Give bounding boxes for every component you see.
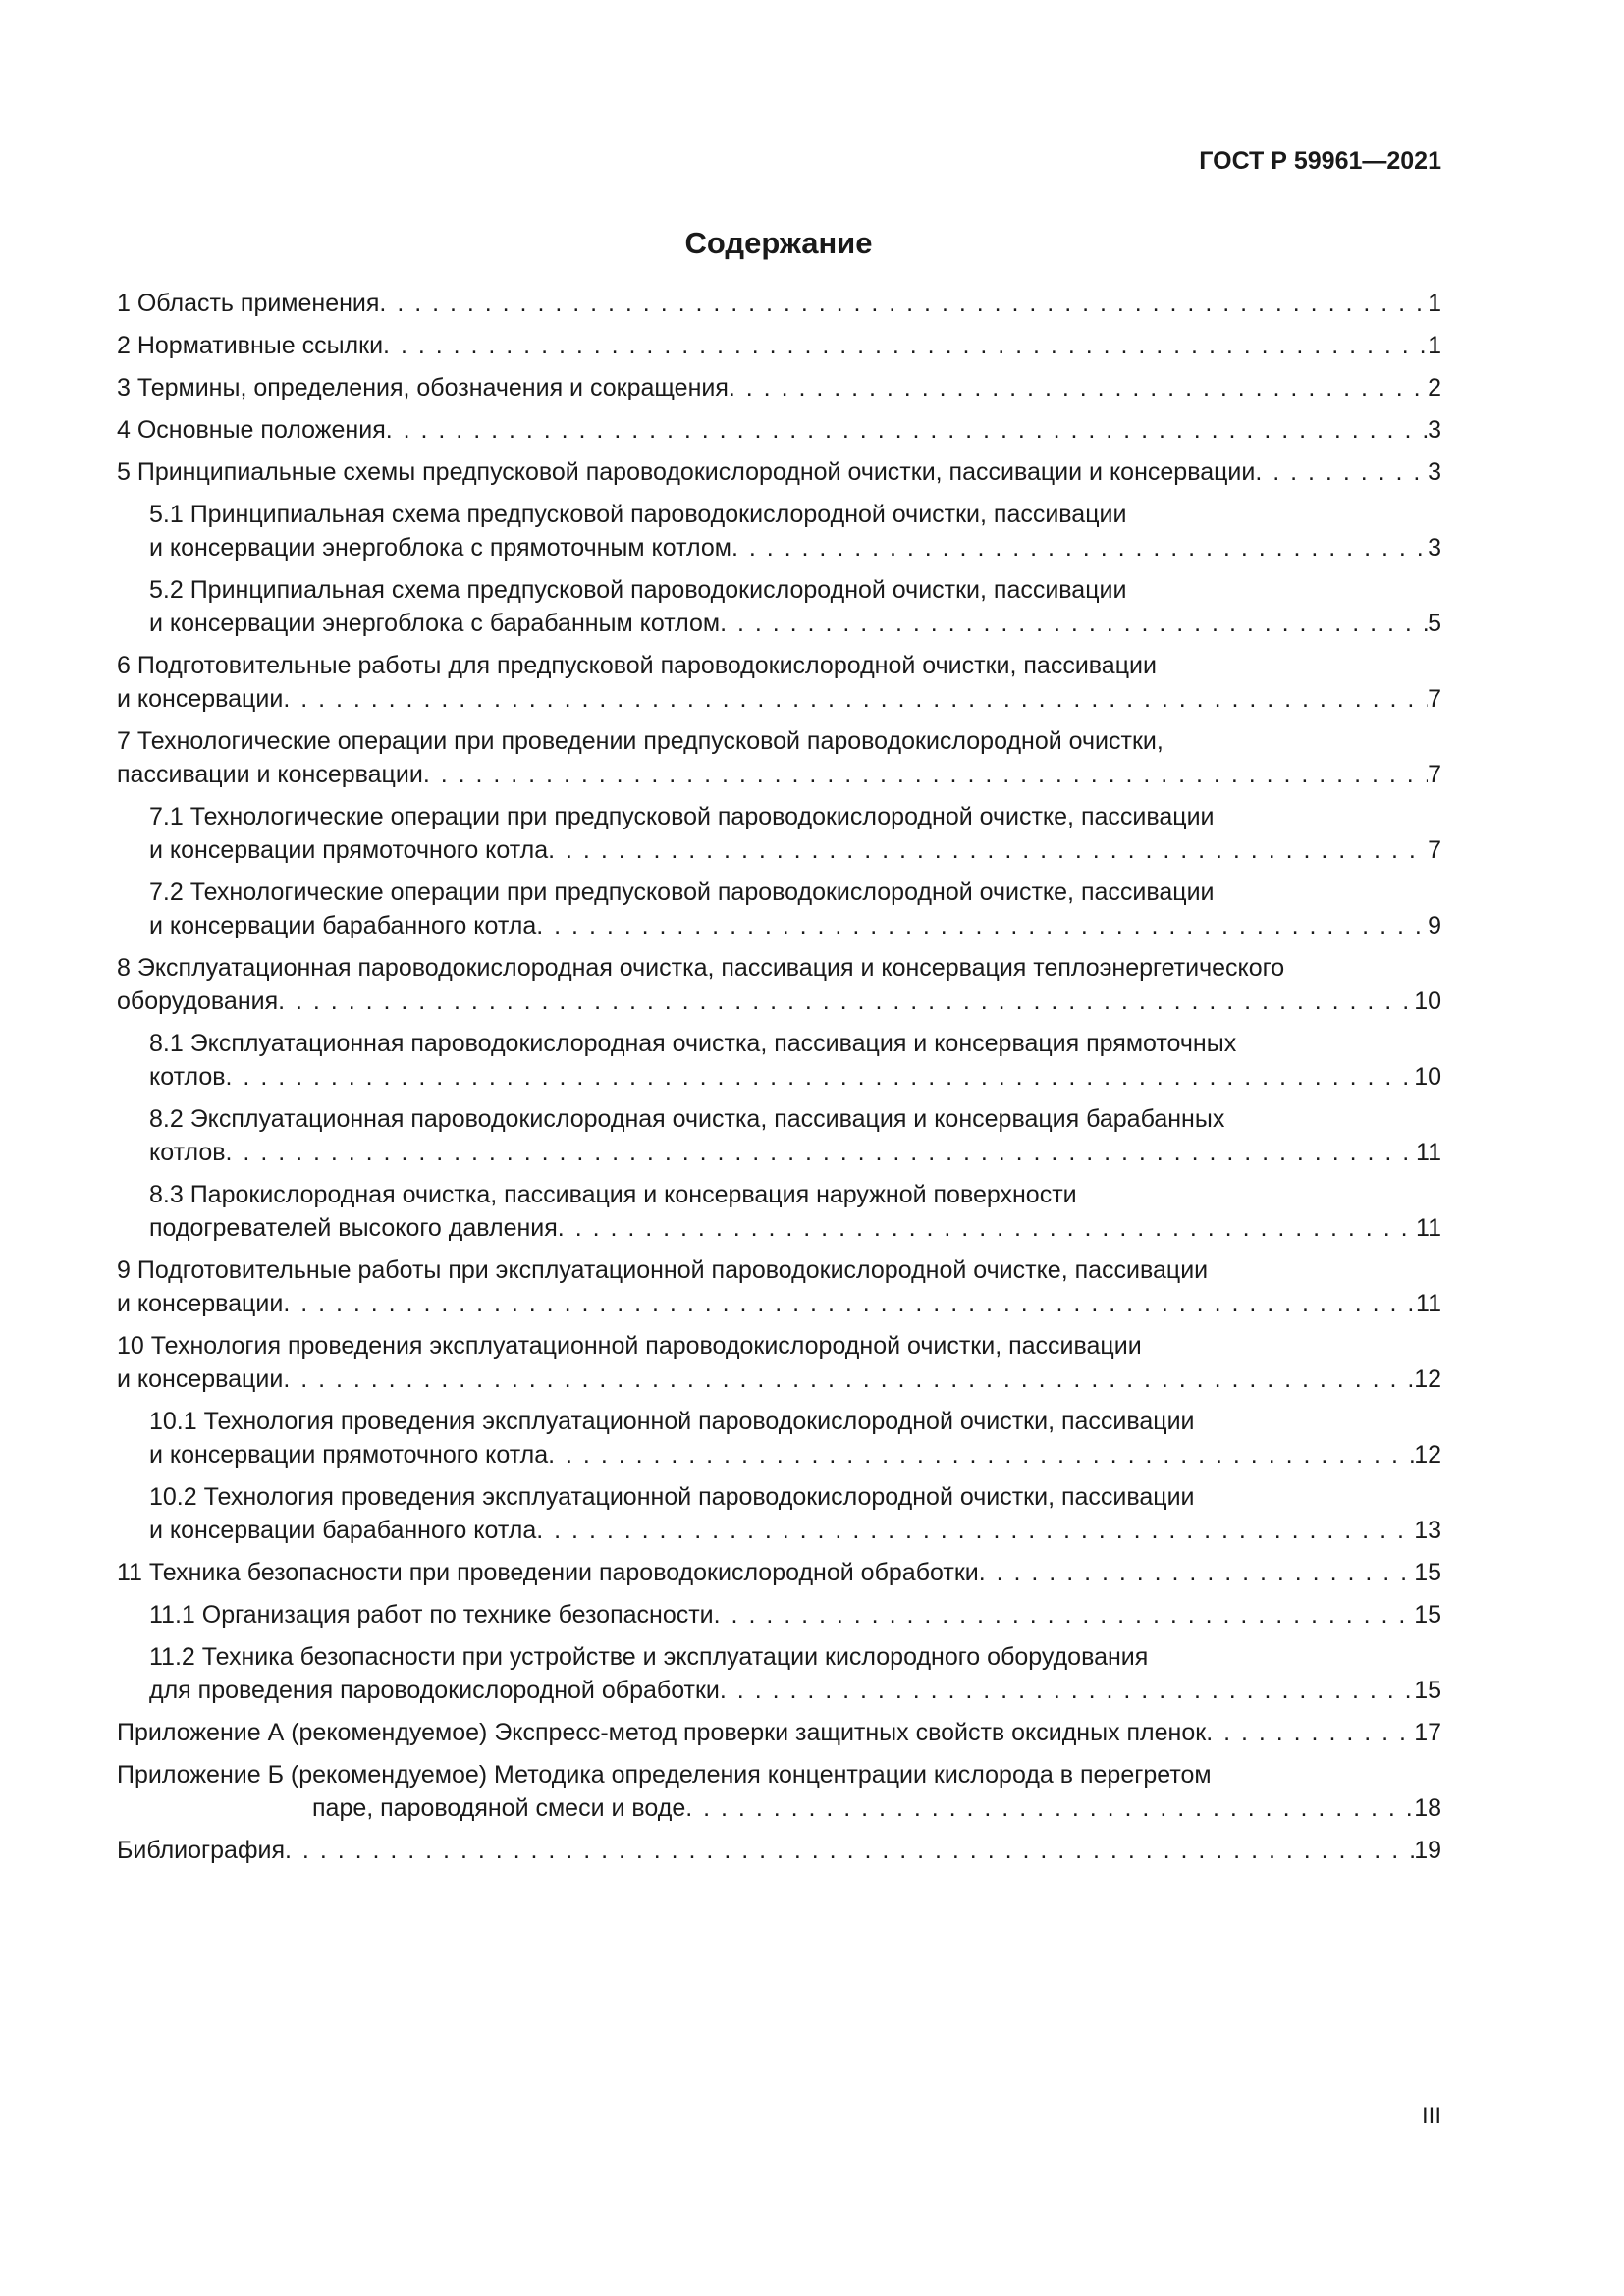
toc-subentry[interactable] bbox=[117, 1640, 1441, 1707]
toc-subentry[interactable] bbox=[117, 1480, 1441, 1547]
toc-entry-title: для проведения пароводокислородной обработки bbox=[149, 1677, 720, 1704]
toc-page-number: 12 bbox=[1414, 1365, 1441, 1393]
toc-page-number: 15 bbox=[1414, 1559, 1441, 1586]
toc-page-number: 3 bbox=[1428, 458, 1441, 486]
toc-entry[interactable] bbox=[117, 1254, 1441, 1320]
dot-leader bbox=[386, 413, 1428, 447]
toc-entry-title: подогревателей высокого давления bbox=[149, 1214, 558, 1242]
toc-entry-title: котлов bbox=[149, 1063, 226, 1091]
toc-entry-title: и консервации энергоблока с барабанным котлом bbox=[149, 610, 721, 637]
dot-leader bbox=[283, 1362, 1414, 1396]
toc-title: Содержание bbox=[684, 226, 873, 260]
toc-entry-title-line1: 8.1 Эксплуатационная пароводокислородная очистка, пассивация и консервация прямоточных bbox=[149, 1030, 1237, 1057]
dot-leader bbox=[379, 287, 1428, 320]
toc-page-number: 9 bbox=[1428, 912, 1441, 939]
toc-subentry[interactable] bbox=[117, 1598, 1441, 1631]
toc-entry[interactable] bbox=[117, 413, 1441, 447]
dot-leader bbox=[731, 531, 1428, 564]
toc-entry-title-line1: 10.1 Технология проведения эксплуатационной пароводокислородной очистки, пассивации bbox=[149, 1408, 1195, 1435]
toc-entry-title: и консервации bbox=[117, 1365, 284, 1393]
toc-subentry[interactable] bbox=[117, 498, 1441, 564]
toc-page-number: 15 bbox=[1414, 1677, 1441, 1704]
toc-page-number: 11 bbox=[1416, 1139, 1441, 1166]
toc-entry[interactable] bbox=[117, 1329, 1441, 1396]
toc-page-number: 11 bbox=[1416, 1214, 1441, 1242]
toc-page-number: 7 bbox=[1428, 836, 1441, 864]
toc-page-number: 3 bbox=[1428, 416, 1441, 444]
dot-leader bbox=[1206, 1716, 1414, 1749]
toc-entry-title: 11 Техника безопасности при проведении пароводокислородной обработки bbox=[117, 1559, 979, 1586]
toc-entry-title: 4 Основные положения bbox=[117, 416, 386, 444]
dot-leader bbox=[283, 682, 1428, 716]
dot-leader bbox=[558, 1211, 1416, 1245]
toc-entry-title: оборудования bbox=[117, 988, 279, 1015]
toc-entry-title: и консервации энергоблока с прямоточным котлом bbox=[149, 534, 731, 561]
toc-subentry[interactable] bbox=[117, 1102, 1441, 1169]
toc-page-number: 17 bbox=[1414, 1719, 1441, 1746]
toc-page-number: 13 bbox=[1414, 1517, 1441, 1544]
toc-entry-title: пассивации и консервации bbox=[117, 761, 423, 788]
toc-entry-title-line1: Приложение Б (рекомендуемое) Методика определения концентрации кислорода в перегретом bbox=[117, 1761, 1212, 1789]
toc-page-number: 3 bbox=[1428, 534, 1441, 561]
toc-entry[interactable] bbox=[117, 371, 1441, 404]
dot-leader bbox=[536, 1514, 1414, 1547]
toc-subentry[interactable] bbox=[117, 1027, 1441, 1094]
table-of-contents bbox=[117, 287, 1441, 1876]
dot-leader bbox=[548, 833, 1428, 867]
toc-entry-title-line1: 10 Технология проведения эксплуатационной пароводокислородной очистки, пассивации bbox=[117, 1332, 1142, 1360]
toc-entry-title-line1: 7.1 Технологические операции при предпусковой пароводокислородной очистке, пассивации bbox=[149, 803, 1215, 830]
toc-subentry[interactable] bbox=[117, 876, 1441, 942]
toc-page-number: 1 bbox=[1428, 290, 1441, 317]
toc-entry-title: и консервации bbox=[117, 1290, 284, 1317]
toc-entry-title-line1: 11.2 Техника безопасности при устройстве и эксплуатации кислородного оборудования bbox=[149, 1643, 1149, 1671]
toc-entry-title-line1: 10.2 Технология проведения эксплуатационной пароводокислородной очистки, пассивации bbox=[149, 1483, 1195, 1511]
toc-page-number: 7 bbox=[1428, 761, 1441, 788]
dot-leader bbox=[714, 1598, 1415, 1631]
toc-entry[interactable] bbox=[117, 649, 1441, 716]
toc-entry-title: 2 Нормативные ссылки bbox=[117, 332, 384, 359]
toc-entry-title-line1: 5.2 Принципиальная схема предпусковой пароводокислородной очистки, пассивации bbox=[149, 576, 1127, 604]
toc-entry-title-line1: 8 Эксплуатационная пароводокислородная очистка, пассивация и консервация теплоэнергетического bbox=[117, 954, 1285, 982]
toc-entry[interactable] bbox=[117, 1716, 1441, 1749]
toc-entry-title: Приложение А (рекомендуемое) Экспресс-метод проверки защитных свойств оксидных пленок bbox=[117, 1719, 1207, 1746]
toc-page-number: 11 bbox=[1416, 1290, 1441, 1317]
toc-subentry[interactable] bbox=[117, 800, 1441, 867]
dot-leader bbox=[536, 909, 1428, 942]
page-number: III bbox=[1421, 2103, 1441, 2129]
toc-subentry[interactable] bbox=[117, 1405, 1441, 1471]
dot-leader bbox=[720, 1674, 1414, 1707]
toc-entry-title: Библиография bbox=[117, 1837, 286, 1864]
dot-leader bbox=[1255, 455, 1428, 489]
dot-leader bbox=[729, 371, 1428, 404]
dot-leader bbox=[720, 607, 1428, 640]
toc-entry-title: паре, пароводяной смеси и воде bbox=[312, 1794, 686, 1822]
toc-entry-title-line1: 8.2 Эксплуатационная пароводокислородная очистка, пассивация и консервация барабанных bbox=[149, 1105, 1225, 1133]
toc-page-number: 5 bbox=[1428, 610, 1441, 637]
dot-leader bbox=[423, 758, 1428, 791]
toc-entry-title: и консервации прямоточного котла bbox=[149, 836, 549, 864]
toc-entry[interactable] bbox=[117, 455, 1441, 489]
toc-entry[interactable] bbox=[117, 287, 1441, 320]
toc-entry-title-line1: 9 Подготовительные работы при эксплуатационной пароводокислородной очистке, пассивации bbox=[117, 1256, 1209, 1284]
toc-entry-title: и консервации барабанного котла bbox=[149, 912, 537, 939]
toc-entry-title: и консервации bbox=[117, 685, 284, 713]
dot-leader bbox=[285, 1834, 1414, 1867]
toc-entry-title: 11.1 Организация работ по технике безопасности bbox=[149, 1601, 714, 1629]
toc-page-number: 2 bbox=[1428, 374, 1441, 401]
toc-page-number: 18 bbox=[1414, 1794, 1441, 1822]
dot-leader bbox=[226, 1136, 1417, 1169]
toc-entry-title: 3 Термины, определения, обозначения и сокращения bbox=[117, 374, 729, 401]
toc-entry-title: и консервации прямоточного котла bbox=[149, 1441, 549, 1468]
toc-entry-title-line1: 8.3 Парокислородная очистка, пассивация и консервация наружной поверхности bbox=[149, 1181, 1077, 1208]
toc-entry-title-line1: 7 Технологические операции при проведении предпусковой пароводокислородной очистки, bbox=[117, 727, 1164, 755]
toc-page-number: 7 bbox=[1428, 685, 1441, 713]
dot-leader bbox=[226, 1060, 1415, 1094]
toc-entry-title-line1: 6 Подготовительные работы для предпусковой пароводокислородной очистки, пассивации bbox=[117, 652, 1157, 679]
toc-entry[interactable] bbox=[117, 1758, 1441, 1825]
toc-entry-title: и консервации барабанного котла bbox=[149, 1517, 537, 1544]
toc-entry-title: котлов bbox=[149, 1139, 226, 1166]
toc-entry-title: 5 Принципиальные схемы предпусковой пароводокислородной очистки, пассивации и консервации bbox=[117, 458, 1256, 486]
toc-entry-title: 1 Область применения bbox=[117, 290, 380, 317]
toc-entry[interactable] bbox=[117, 951, 1441, 1018]
dot-leader bbox=[685, 1791, 1414, 1825]
toc-subentry[interactable] bbox=[117, 573, 1441, 640]
toc-page-number: 12 bbox=[1414, 1441, 1441, 1468]
toc-entry[interactable] bbox=[117, 1834, 1441, 1867]
toc-page-number: 1 bbox=[1428, 332, 1441, 359]
toc-entry-title-line1: 5.1 Принципиальная схема предпусковой пароводокислородной очистки, пассивации bbox=[149, 501, 1127, 528]
toc-subentry[interactable] bbox=[117, 1178, 1441, 1245]
toc-entry-title-line1: 7.2 Технологические операции при предпусковой пароводокислородной очистке, пассивации bbox=[149, 879, 1215, 906]
dot-leader bbox=[548, 1438, 1414, 1471]
toc-entry[interactable] bbox=[117, 724, 1441, 791]
dot-leader bbox=[979, 1556, 1414, 1589]
toc-entry[interactable] bbox=[117, 329, 1441, 362]
toc-page-number: 15 bbox=[1414, 1601, 1441, 1629]
document-code: ГОСТ Р 59961—2021 bbox=[1199, 147, 1441, 175]
dot-leader bbox=[283, 1287, 1416, 1320]
toc-page-number: 19 bbox=[1414, 1837, 1441, 1864]
toc-entry[interactable] bbox=[117, 1556, 1441, 1589]
toc-page-number: 10 bbox=[1414, 1063, 1441, 1091]
dot-leader bbox=[278, 985, 1414, 1018]
dot-leader bbox=[383, 329, 1428, 362]
toc-page-number: 10 bbox=[1414, 988, 1441, 1015]
